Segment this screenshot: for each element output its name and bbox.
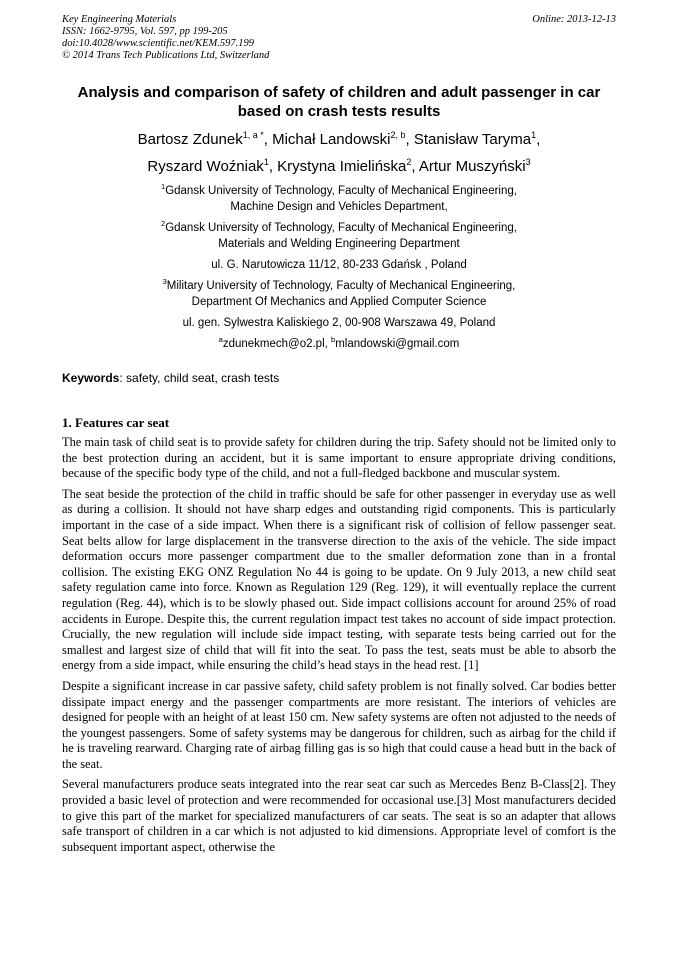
paragraph: The main task of child seat is to provide safety for children during the trip. Safety should not be limited only to the best protection during an accident, but it is same important to ensure appropriate driving conditions, because of the specific body type of the child, and not a full-fledged backbone and muscular system. <box>62 435 616 481</box>
keywords-label: Keywords <box>62 371 120 385</box>
author-sup: 2, b <box>390 130 406 140</box>
email-link[interactable]: zdunekmech@o2.pl, <box>222 338 332 350</box>
paragraph: The seat beside the protection of the child in traffic should be safe for other passenger in everyday use as well as during a collision. It should not have sharp edges and outstanding rigid components. This is particularly important in the case of a side impact. When there is a significant risk of collision of fellow passenger seat. Seat belts allow for large displacement in the transverse direction to the axis of the vehicle. The side impact deformation occurs more passenger compartment due to the smaller deformation zone than in a frontal collision. The existing EKG ONZ Regulation No 44 is going to be update. On 9 July 2013, a new child seat safety regulation came into force. Known as Regulation 129 (Reg. 129), it will eventually replace the current regulation (Reg. 44), which is to be slowly phased out. Side impact collisions account for around 25% of road accidents in Europe. Despite this, the current regulation impact test takes no account of side impact protection. Crucially, the new regulation will include side impact testing, with separate tests being carried out for the smallest and largest size of child that will fit into the seat. To pass the test, seats must be able to absorb the energy from a side impact, while ensuring the child’s head stays in the head rest. [1] <box>62 486 616 673</box>
author-separator: , <box>263 131 273 148</box>
author-name: Artur Muszyński <box>418 158 526 175</box>
email-sup: b <box>331 335 336 345</box>
author-sup: 1 <box>263 157 269 167</box>
paper-title: Analysis and comparison of safety of children and adult passenger in car based on crash tests results <box>77 84 601 120</box>
affiliation-line: Machine Design and Vehicles Department, <box>230 201 448 213</box>
author-name: Michał Landowski <box>272 131 391 148</box>
paragraph: Several manufacturers produce seats integrated into the rear seat car such as Mercedes Benz B-Class[2]. They provided a basic level of protection and were recommended for occasional use.[3] Most manufacturers decided to give this part of the market for specialized manufacturers of car seats. The seat is so an adapter that allows safe transport of children in a car which is not adjusted to kid dimensions. Appropriate level of comfort is the subsequent important aspect, otherwise the <box>62 777 616 854</box>
author-separator: , <box>268 158 278 175</box>
affiliation-sup: 3 <box>162 277 167 287</box>
paper-page <box>62 14 616 855</box>
author-separator: , <box>411 158 419 175</box>
keywords <box>62 370 616 386</box>
author-line-1 <box>62 127 616 152</box>
copyright-line: © 2014 Trans Tech Publications Ltd, Switzerland <box>62 50 270 61</box>
affiliation-line: Department Of Mechanics and Applied Computer Science <box>191 296 487 308</box>
author-sup: 1, a * <box>242 130 264 140</box>
author-sup: 1 <box>531 130 537 140</box>
author-sup: 2 <box>406 157 412 167</box>
author-name: Ryszard Woźniak <box>147 158 264 175</box>
author-list <box>62 127 616 179</box>
affiliations <box>62 183 616 352</box>
issn-line: ISSN: 1662-9795, Vol. 597, pp 199-205 <box>62 26 228 37</box>
author-line-2 <box>62 154 616 179</box>
doi-line: doi:10.4028/www.scientific.net/KEM.597.199 <box>62 38 254 49</box>
author-name: Krystyna Imielińska <box>277 158 407 175</box>
online-date: Online: 2013-12-13 <box>532 14 616 25</box>
author-sup: 3 <box>525 157 531 167</box>
section-body <box>62 435 616 855</box>
email-sup: a <box>218 335 223 345</box>
affiliation-address: ul. G. Narutowicza 11/12, 80-233 Gdańsk , Poland <box>211 259 467 271</box>
email-link[interactable]: mlandowski@gmail.com <box>335 338 460 350</box>
author-name: Bartosz Zdunek <box>137 131 243 148</box>
paragraph: Despite a significant increase in car passive safety, child safety problem is not finally solved. Car bodies better dissipate impact energy and the passenger compartments are more resistant. The interiors of vehicles are designed for people with an height of at least 150 cm. New safety systems are often not adjusted to the needs of the youngest passengers. Some of safety systems may be dangerous for children, such as airbag for the child if he is traveling rearward. Charging rate of airbag filling gas is so high that could cause a head butt in the back of the seat. <box>62 678 616 771</box>
affiliation-1 <box>62 183 616 215</box>
section-heading: 1. Features car seat <box>62 415 170 430</box>
affiliation-line: Gdansk University of Technology, Faculty of Mechanical Engineering, <box>165 185 517 197</box>
author-separator: , <box>405 131 414 148</box>
affiliation-sup: 1 <box>161 182 166 192</box>
keywords-text: : safety, child seat, crash tests <box>119 371 280 385</box>
affiliation-line: Military University of Technology, Faculty of Mechanical Engineering, <box>166 280 516 292</box>
affiliation-2 <box>62 220 616 273</box>
affiliation-3 <box>62 278 616 331</box>
affiliation-line: Gdansk University of Technology, Faculty of Mechanical Engineering, <box>165 222 517 234</box>
journal-header <box>62 14 616 62</box>
affiliation-sup: 2 <box>161 219 166 229</box>
author-emails <box>62 336 616 352</box>
author-name: Stanisław Taryma <box>413 131 532 148</box>
affiliation-line: Materials and Welding Engineering Department <box>218 238 460 250</box>
affiliation-address: ul. gen. Sylwestra Kaliskiego 2, 00-908 Warszawa 49, Poland <box>182 317 496 329</box>
author-separator: , <box>536 131 541 148</box>
journal-name: Key Engineering Materials <box>62 14 177 25</box>
